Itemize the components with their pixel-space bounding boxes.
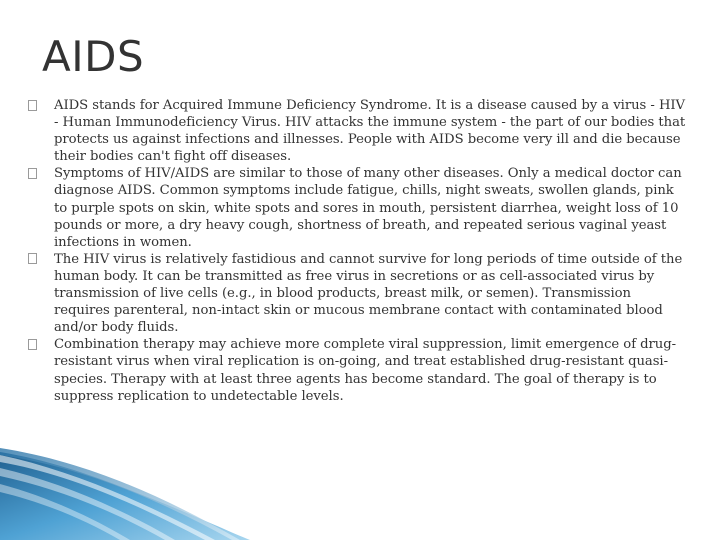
bullet-item: [28, 251, 690, 336]
bullet-item: [28, 165, 690, 250]
bullet-text: Symptoms of HIV/AIDS are similar to those of many other diseases. Only a medical doctor can diagnose AIDS. Common symptoms include fatigue, chills, night sweats, swollen glands, pink to purple spots on skin, white spots and sores in mouth, persistent diarrhea, weight loss of 10 pounds or more, a dry heavy cough, shortness of breath, and repeated serious vaginal yeast infections in women.: [54, 166, 682, 250]
wave-band-stripe-3: [0, 484, 130, 540]
bullet-text: The HIV virus is relatively fastidious and cannot survive for long periods of time outside of the human body. It can be transmitted as free virus in secretions or as cell-associated virus by transmission of live cells (e.g., in blood products, breast milk, or semen). Transmission requires parenteral, non-intact skin or mucous membrane contact with contaminated blood and/or body fluids.: [54, 251, 683, 336]
slide-title: AIDS: [42, 32, 145, 81]
bullet-item: [28, 97, 690, 165]
wave-band-outer: [0, 448, 240, 540]
bullet-item: [28, 336, 690, 404]
box-bullet-icon: [28, 336, 54, 354]
bullet-text: AIDS stands for Acquired Immune Deficiency Syndrome. It is a disease caused by a virus - HIV - Human Immunodeficiency Virus. HIV attacks the immune system - the part of our bodies that protects us against infections and illnesses. People with AIDS become very ill and die because their bodies can't fight off diseases.: [54, 98, 686, 165]
bullet-text: Combination therapy may achieve more complete viral suppression, limit emergence of drug-resistant virus when viral replication is on-going, and treat established drug-resistant quasi-species. Therapy with at least three agents has become standard. The goal of therapy is to suppress replication to undetectable levels.: [54, 337, 677, 404]
wave-band-stripe-2: [0, 468, 175, 540]
wave-band-stripe-1: [0, 455, 215, 540]
box-bullet-icon: [28, 165, 54, 183]
box-bullet-icon: [28, 251, 54, 269]
box-bullet-icon: [28, 97, 54, 115]
wave-band-main: [0, 452, 250, 540]
bullet-list: [28, 97, 690, 405]
